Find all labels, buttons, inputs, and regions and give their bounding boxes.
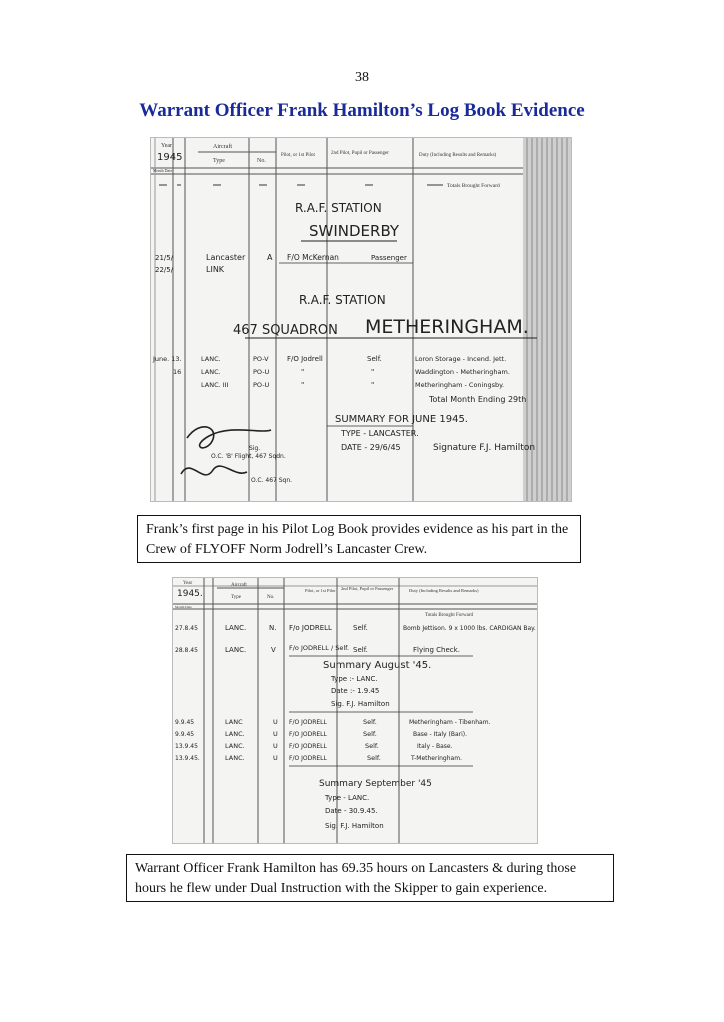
- total-month: Total Month Ending 29th: [429, 395, 527, 404]
- s2-row-a2-duty: Flying Check.: [413, 646, 460, 654]
- header-aircraft-2: Aircraft: [231, 583, 247, 588]
- station-swinderby-name: SWINDERBY: [309, 222, 400, 240]
- row-b3-second: ": [371, 381, 375, 389]
- page-title: Warrant Officer Frank Hamilton’s Log Book Evidence: [139, 100, 585, 121]
- station-metheringham-name: METHERINGHAM.: [365, 316, 529, 338]
- row-a2-type: LINK: [206, 265, 225, 274]
- s2-row-b1-second: Self.: [363, 718, 377, 726]
- summary-september-type: Type - LANC.: [325, 794, 370, 802]
- header-year: Year: [161, 143, 173, 149]
- row-b2-type: LANC.: [201, 368, 221, 376]
- oc-label: O.C. 'B' Flight, 467 Sqdn.: [211, 453, 286, 460]
- row-b1-date: June. 13.: [153, 355, 182, 363]
- s2-row-a1-date: 27.8.45: [175, 625, 198, 632]
- oc-sig: Sig.: [249, 445, 261, 452]
- s2-row-a2-type: LANC.: [225, 646, 247, 654]
- summary-type: TYPE - LANCASTER.: [341, 429, 419, 438]
- s2-row-b2-pilot: F/O JODRELL: [289, 731, 327, 738]
- row-b3-type: LANC. III: [201, 381, 229, 389]
- logbook-page-2: [173, 578, 537, 843]
- s2-row-b1-date: 9.9.45: [175, 719, 195, 726]
- summary-signature: Signature F.J. Hamilton: [433, 443, 536, 453]
- s2-row-a1-second: Self.: [353, 624, 368, 632]
- s2-row-a1-pilot: F/o JODRELL: [289, 624, 332, 632]
- s2-row-b4-duty: T-Metheringham.: [411, 755, 462, 762]
- s2-row-a2-date: 28.8.45: [175, 647, 198, 654]
- header-month-date-2: Month Date: [175, 605, 192, 609]
- s2-row-b3-duty: Italy - Base.: [417, 743, 453, 750]
- s2-row-a2-pilot: F/o JODRELL / Self.: [289, 644, 350, 652]
- row-b1-type: LANC.: [201, 355, 221, 363]
- s2-row-b2-date: 9.9.45: [175, 731, 195, 738]
- s2-row-b3-type: LANC.: [225, 742, 245, 750]
- row-b3-pilot: ": [301, 381, 305, 389]
- year-1945: 1945: [157, 152, 183, 163]
- s2-row-b2-no: U: [273, 730, 278, 738]
- s2-row-b1-pilot: F/O JODRELL: [289, 719, 327, 726]
- s2-row-b3-second: Self.: [365, 742, 379, 750]
- header-aircraft: Aircraft: [213, 144, 232, 150]
- summary-september-sig: Sig. F.J. Hamilton: [325, 822, 384, 830]
- header-type: Type: [213, 158, 225, 164]
- header-totals-2: Totals Brought Forward: [425, 613, 473, 618]
- oc-bottom: O.C. 467 Sqn.: [251, 477, 293, 484]
- oc-signature-scribble-2: [181, 466, 247, 475]
- row-a1-type: Lancaster: [206, 253, 246, 262]
- squadron-label: 467 SQUADRON: [233, 323, 338, 338]
- summary-august-type: Type :- LANC.: [331, 675, 378, 683]
- s2-row-b1-type: LANC: [225, 718, 243, 726]
- s2-row-b4-type: LANC.: [225, 754, 245, 762]
- year-1945-2: 1945.: [177, 589, 203, 599]
- s2-row-a1-type: LANC.: [225, 624, 247, 632]
- s2-row-b2-type: LANC.: [225, 730, 245, 738]
- caption-hours: Warrant Officer Frank Hamilton has 69.35 hours on Lancasters & during those hours he flew under Dual Instruction with the Skipper to gain experience.: [126, 854, 614, 902]
- s2-row-b2-second: Self.: [363, 730, 377, 738]
- header-duty-2: Duty (Including Results and Remarks): [409, 588, 479, 593]
- row-b1-duty: Loron Storage - Incend. Jett.: [415, 355, 507, 363]
- s2-row-b4-second: Self.: [367, 754, 381, 762]
- row-b2-pilot: ": [301, 368, 305, 376]
- summary-august-date: Date :- 1.9.45: [331, 687, 380, 695]
- s2-row-b4-no: U: [273, 754, 278, 762]
- row-b2-no: PO-U: [253, 368, 270, 376]
- summary-september: Summary September '45: [319, 779, 432, 789]
- summary-september-date: Date - 30.9.45.: [325, 807, 378, 815]
- s2-row-b2-duty: Base - Italy (Bari).: [413, 731, 468, 738]
- page-number: 38: [355, 70, 369, 85]
- header-pilot: Pilot, or 1st Pilot: [281, 153, 315, 158]
- row-b2-second: ": [371, 368, 375, 376]
- header-no-2: No.: [267, 595, 275, 600]
- station-metheringham-label: R.A.F. STATION: [299, 293, 386, 307]
- summary-date: DATE - 29/6/45: [341, 443, 401, 452]
- header-second-pilot: 2nd Pilot, Pupil or Passenger: [331, 151, 389, 156]
- s2-row-a1-no: N.: [269, 624, 277, 632]
- s2-row-a2-no: V: [271, 646, 276, 654]
- s2-row-b4-pilot: F/O JODRELL: [289, 755, 327, 762]
- s2-row-b1-no: U: [273, 718, 278, 726]
- logbook-page-1: [151, 138, 571, 501]
- header-second-pilot-2: 2nd Pilot, Pupil or Passenger: [341, 586, 394, 591]
- header-type-2: Type: [231, 595, 241, 600]
- s2-row-a1-duty: Bomb Jettison. 9 x 1000 lbs. CARDIGAN Bay.: [403, 625, 536, 632]
- s2-row-b3-pilot: F/O JODRELL: [289, 743, 327, 750]
- row-b3-no: PO-U: [253, 381, 270, 389]
- s2-row-b3-no: U: [273, 742, 278, 750]
- s2-row-b3-date: 13.9.45: [175, 743, 198, 750]
- s2-row-a2-second: Self.: [353, 646, 368, 654]
- header-totals: Totals Brought Forward: [447, 183, 500, 189]
- row-a1-no: A: [267, 253, 273, 262]
- row-b3-duty: Metheringham - Coningsby.: [415, 381, 505, 389]
- logbook-scan-aug-sep-1945: [172, 577, 538, 844]
- row-b1-second: Self.: [367, 355, 382, 363]
- summary-august-sig: Sig. F.J. Hamilton: [331, 700, 390, 708]
- header-year-2: Year: [183, 581, 193, 586]
- header-duty: Duty (Including Results and Remarks): [419, 153, 497, 158]
- row-b2-date: 16: [173, 368, 182, 376]
- s2-row-b1-duty: Metheringham - Tibenham.: [409, 719, 491, 726]
- logbook-scan-june-1945: [150, 137, 572, 502]
- row-a1-pilot: F/O McKernan: [287, 253, 339, 262]
- header-pilot-2: Pilot, or 1st Pilot: [305, 588, 336, 593]
- s2-row-b4-date: 13.9.45.: [175, 755, 200, 762]
- summary-august: Summary August '45.: [323, 660, 432, 671]
- row-a2-date: 22/5/: [155, 266, 174, 274]
- row-b1-no: PO-V: [253, 355, 269, 363]
- row-a1-second: Passenger: [371, 254, 407, 262]
- caption-first-page: Frank’s first page in his Pilot Log Book provides evidence as his part in the Crew of FLYOFF Norm Jodrell’s Lancaster Crew.: [137, 515, 581, 563]
- header-no: No.: [257, 158, 266, 164]
- row-a1-date: 21/5/: [155, 254, 174, 262]
- station-swinderby-label: R.A.F. STATION: [295, 201, 382, 215]
- row-b2-duty: Waddington - Metheringham.: [415, 368, 510, 376]
- header-month-date: Month Date: [153, 168, 173, 173]
- summary-june: SUMMARY FOR JUNE 1945.: [335, 414, 468, 425]
- row-b1-pilot: F/O Jodrell: [287, 355, 323, 363]
